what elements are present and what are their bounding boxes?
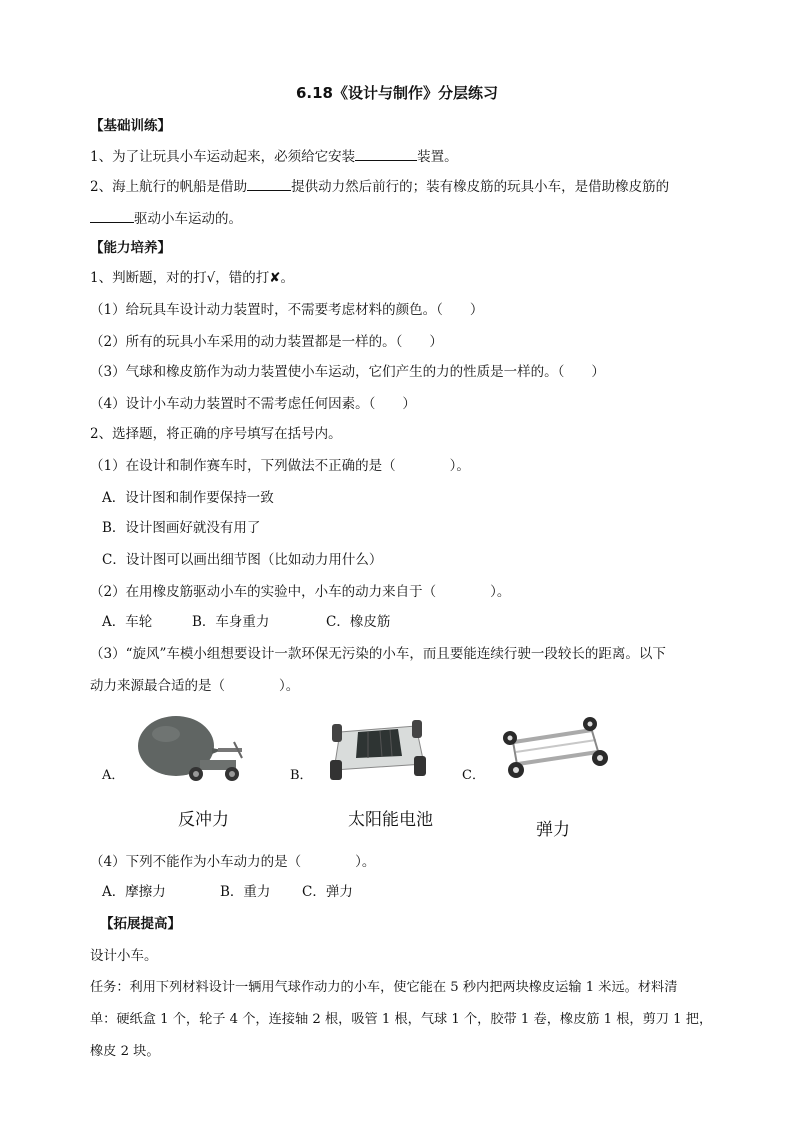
option-caption-a: 反冲力 (178, 810, 229, 830)
choice-question-3: （3）“旋风”车模小组想要设计一款环保无污染的小车，而且要能连续行驶一段较长的距离。以下 (90, 646, 666, 662)
question-basic-2 (90, 176, 669, 197)
task-text: 单：硬纸盒 1 个，轮子 4 个，连接轴 2 根，吸管 1 根，气球 1 个，胶带 1 卷，橡皮筋 1 根，剪刀 1 把， (90, 1012, 713, 1027)
choice-option: B．设计图画好就没有用了 (102, 520, 261, 536)
choice-option: A．设计图和制作要保持一致 (102, 490, 274, 506)
page-title: 6.18《设计与制作》分层练习 (295, 84, 498, 102)
choice-option: A．摩擦力 (102, 884, 166, 900)
choice-question-2: （2）在用橡皮筋驱动小车的实验中，小车的动力来自于（ ）。 (90, 584, 511, 600)
choice-question-1: （1）在设计和制作赛车时，下列做法不正确的是（ ）。 (90, 458, 470, 474)
question-text: 1、为了让玩具小车运动起来，必须给它安装 (90, 149, 356, 165)
choice-question-4: （4）下列不能作为小车动力的是（ ）。 (90, 854, 376, 870)
solar-car-image (328, 712, 428, 792)
answer-blank[interactable] (247, 176, 291, 191)
question-text: 驱动小车运动的。 (134, 211, 242, 227)
choice-question-3-cont: 动力来源最合适的是（ ）。 (90, 678, 300, 694)
option-letter-b: B． (290, 768, 313, 783)
section-heading-ability: 【能力培养】 (90, 240, 171, 256)
choice-option: C．弹力 (302, 884, 353, 900)
option-caption-c: 弹力 (536, 820, 570, 840)
question-text: 提供动力然后前行的；装有橡皮筋的玩具小车，是借助橡皮筋的 (291, 179, 670, 195)
rubber-band-car-image (496, 712, 616, 792)
judge-item: （3）气球和橡皮筋作为动力装置使小车运动，它们产生的力的性质是一样的。（ ） (90, 364, 605, 380)
choice-option: C．橡皮筋 (326, 614, 391, 630)
choice-intro: 2、选择题，将正确的序号填写在括号内。 (90, 426, 342, 442)
judge-intro: 1、判断题，对的打√，错的打✘。 (90, 270, 295, 286)
judge-item: （4）设计小车动力装置时不需考虑任何因素。（ ） (90, 396, 416, 412)
option-letter-a: A． (102, 768, 125, 783)
answer-blank[interactable] (90, 208, 134, 223)
option-letter-c: C． (462, 768, 485, 783)
question-basic-2-cont (90, 208, 242, 229)
task-text: 橡皮 2 块。 (90, 1044, 160, 1059)
judge-item: （1）给玩具车设计动力装置时，不需要考虑材料的颜色。（ ） (90, 302, 484, 318)
task-text: 任务：利用下列材料设计一辆用气球作动力的小车，使它能在 5 秒内把两块橡皮运输 1 米远。材料清 (90, 980, 678, 995)
choice-option: B．重力 (220, 884, 271, 900)
option-caption-b: 太阳能电池 (348, 810, 433, 830)
task-title: 设计小车。 (90, 948, 158, 964)
section-heading-basic: 【基础训练】 (90, 118, 171, 134)
question-text: 装置。 (417, 149, 458, 165)
answer-blank[interactable] (355, 146, 417, 161)
question-basic-1 (90, 146, 458, 167)
choice-option: A．车轮 (102, 614, 153, 630)
section-heading-extend: 【拓展提高】 (100, 916, 181, 932)
choice-option: C．设计图可以画出细节图（比如动力用什么） (102, 552, 383, 568)
choice-option: B．车身重力 (192, 614, 270, 630)
question-text: 2、海上航行的帆船是借助 (90, 179, 248, 195)
judge-item: （2）所有的玩具小车采用的动力装置都是一样的。（ ） (90, 334, 443, 350)
balloon-car-image (130, 712, 260, 792)
